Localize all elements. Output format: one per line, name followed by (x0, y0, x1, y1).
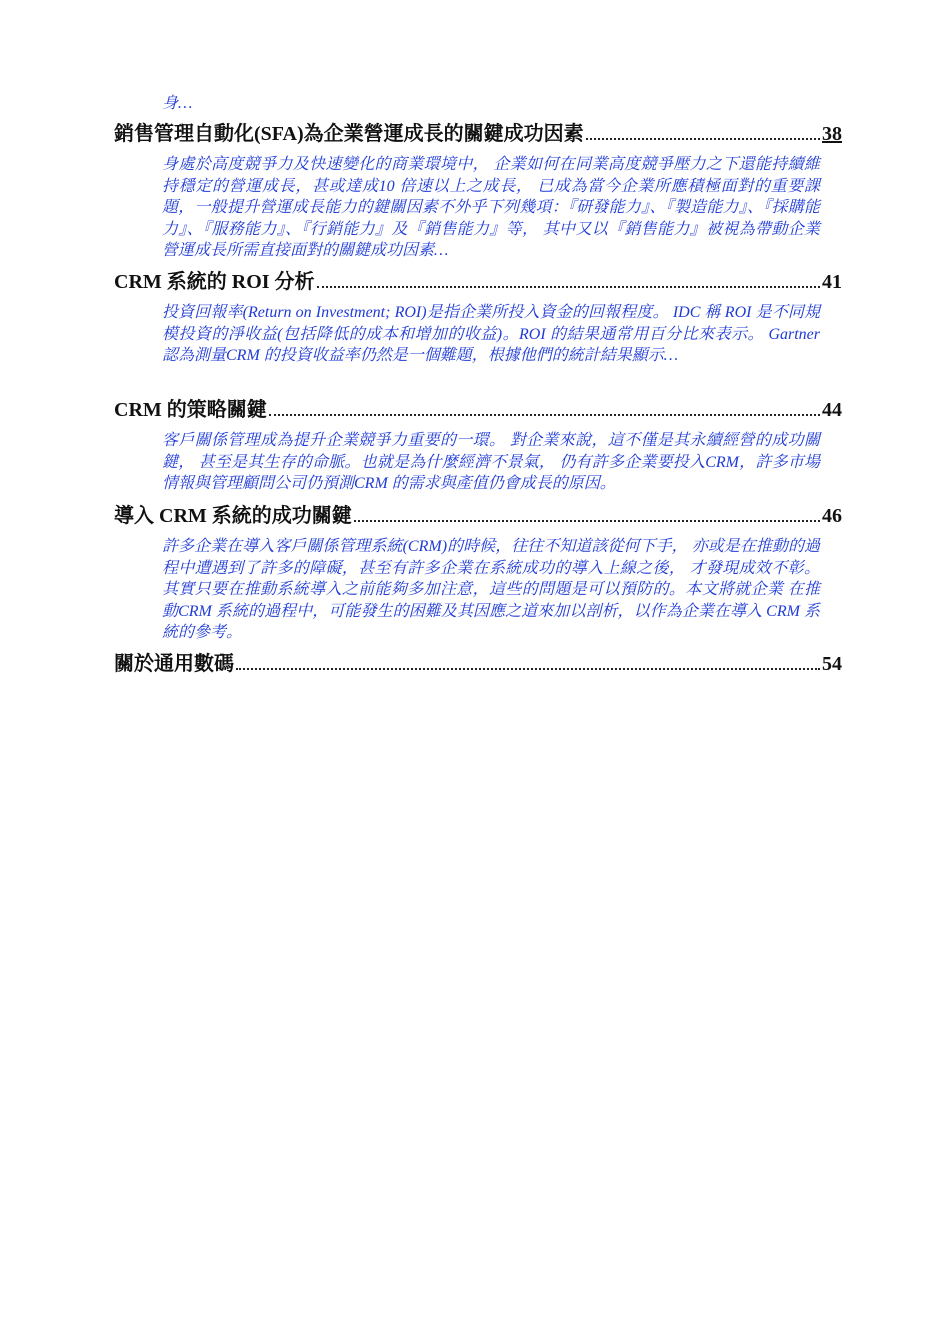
dot-leader (269, 413, 820, 416)
toc-entry-title[interactable]: 導入 CRM 系統的成功關鍵 (114, 505, 352, 527)
toc-entry-title[interactable]: CRM 系統的 ROI 分析 (114, 271, 315, 293)
toc-page-number[interactable]: 38 (822, 123, 842, 145)
toc-entry-title[interactable]: 關於通用數碼 (114, 653, 234, 675)
toc-entry-title[interactable]: CRM 的策略關鍵 (114, 399, 267, 421)
toc-entry-summary: 身處於高度競爭力及快速變化的商業環境中， 企業如何在同業高度競爭壓力之下還能持續維持穩定的營運成長，甚或達成10 倍速以上之成長， 已成為當今企業所應積極面對的重要課題，一般提升營運成長能力的鍵關因素不外乎下列幾項：『研發能力』、『製造能力』、『採購能力』、『服務能力』、『行銷能力』及『銷售能力』等， 其中又以『銷售能力』被視為帶動企業營運成長所需直接面對的關鍵成功因素… (162, 156, 820, 260)
toc-heading-line[interactable] (114, 396, 842, 424)
toc-entry-summary: 投資回報率(Return on Investment; ROI)是指企業所投入資金的回報程度。 IDC 稱 ROI 是不同規模投資的淨收益(包括降低的成本和增加的收益)。ROI 的結果通常用百分比來表示。 Gartner 認為測量CRM 的投資收益率仍然是一個難題，根據他們的統計結果顯示… (162, 304, 820, 365)
toc-heading-line[interactable] (114, 650, 842, 678)
toc-entry (114, 268, 842, 367)
toc-entry-title[interactable]: 銷售管理自動化(SFA)為企業營運成長的關鍵成功因素 (114, 123, 584, 145)
toc-heading-line[interactable] (114, 268, 842, 296)
previous-summary-fragment: 身… (162, 95, 193, 112)
toc-heading-line[interactable] (114, 502, 842, 530)
toc-entry-summary: 許多企業在導入客戶關係管理系統(CRM)的時候，往往不知道該從何下手， 亦或是在推動的過程中遭遇到了許多的障礙，甚至有許多企業在系統成功的導入上線之後， 才發現成效不彰。其實只要在推動系統導入之前能夠多加注意，這些的問題是可以預防的。本文將就企業 在推動CRM 系統的過程中，可能發生的困難及其因應之道來加以剖析，以作為企業在導入 CRM 系統的參考。 (162, 538, 820, 642)
toc-heading-line[interactable] (114, 120, 842, 148)
dot-leader (317, 285, 820, 288)
dot-leader (586, 137, 820, 140)
toc-entry (114, 396, 842, 495)
toc-entry (114, 650, 842, 678)
toc-entry-summary: 客戶關係管理成為提升企業競爭力重要的一環。 對企業來說，這不僅是其永續經營的成功關鍵， 甚至是其生存的命脈。也就是為什麼經濟不景氣， 仍有許多企業要投入CRM，許多市場情報與管理顧問公司仍預測CRM 的需求與產值仍會成長的原因。 (162, 432, 820, 493)
dot-leader (354, 519, 820, 522)
toc-page-number[interactable]: 46 (822, 505, 842, 527)
toc-entry (114, 502, 842, 644)
dot-leader (236, 667, 820, 670)
toc-page-number[interactable]: 44 (822, 399, 842, 421)
toc-page-number[interactable]: 54 (822, 653, 842, 675)
toc-entry (114, 120, 842, 262)
toc-page-number[interactable]: 41 (822, 271, 842, 293)
